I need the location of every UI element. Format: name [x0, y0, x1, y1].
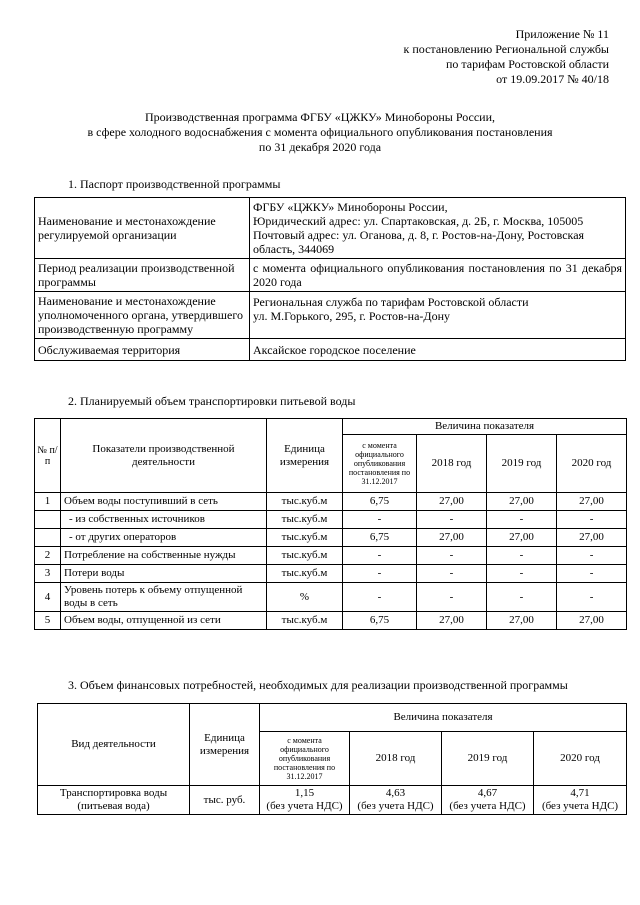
cell-value: -	[487, 583, 557, 612]
cell-unit: тыс.куб.м	[267, 511, 343, 529]
table-cell-label: Наименование и местонахождение регулируемой организации	[35, 198, 250, 259]
appendix-line: к постановлению Региональной службы	[403, 42, 609, 56]
value-line: Региональная служба по тарифам Ростовской области	[253, 295, 529, 309]
table-row	[35, 612, 627, 630]
header-period: с момента официального опубликования постановления по 31.12.2017	[343, 435, 417, 493]
cell-unit: тыс.куб.м	[267, 612, 343, 630]
cell-value: -	[343, 565, 417, 583]
table-row	[35, 565, 627, 583]
cell-value: -	[417, 547, 487, 565]
table-cell-value	[250, 292, 626, 339]
cell-indicator: - из собственных источников	[61, 511, 267, 529]
cell-indicator: - от других операторов	[61, 529, 267, 547]
header-group: Величина показателя	[260, 704, 627, 732]
cell-value: -	[557, 583, 627, 612]
value-line: ФГБУ «ЦЖКУ» Минобороны России,	[253, 200, 448, 214]
cell-value: 27,00	[557, 493, 627, 511]
header-num: № п/п	[35, 419, 61, 493]
cell-value: -	[343, 547, 417, 565]
table-row	[35, 493, 627, 511]
table-row	[35, 292, 626, 339]
cell-value: -	[557, 565, 627, 583]
cell-num	[35, 511, 61, 529]
value-line: Юридический адрес: ул. Спартаковская, д. 2Б, г. Москва, 105005	[253, 214, 584, 228]
document-title	[30, 110, 610, 155]
title-line: в сфере холодного водоснабжения с момента официального опубликования постановления	[87, 125, 553, 139]
header-indicator: Показатели производственной деятельности	[61, 419, 267, 493]
table-row	[35, 339, 626, 361]
cell-value: -	[343, 511, 417, 529]
cell-unit: тыс.куб.м	[267, 493, 343, 511]
cell-value: -	[417, 583, 487, 612]
cell-activity: Транспортировка воды (питьевая вода)	[38, 786, 190, 815]
header-group: Величина показателя	[343, 419, 627, 435]
title-line: по 31 декабря 2020 года	[258, 140, 382, 154]
cell-value: 27,00	[417, 529, 487, 547]
finance-table	[37, 703, 627, 815]
table-row	[35, 259, 626, 292]
table-row	[35, 511, 627, 529]
table-cell-value	[250, 259, 626, 292]
value-note: (без учета НДС)	[357, 800, 434, 812]
cell-num: 5	[35, 612, 61, 630]
cell-indicator: Объем воды поступивший в сеть	[61, 493, 267, 511]
table-cell-label: Наименование и местонахождение уполномоченного органа, утвердившего производственную программу	[35, 292, 250, 339]
cell-value	[260, 786, 350, 815]
cell-indicator: Объем воды, отпущенной из сети	[61, 612, 267, 630]
value-number: 4,63	[385, 787, 406, 799]
cell-unit: тыс. руб.	[190, 786, 260, 815]
section-heading: 1. Паспорт производственной программы	[68, 177, 281, 191]
header-year: 2019 год	[442, 732, 534, 786]
table-row	[35, 529, 627, 547]
header-year: 2018 год	[350, 732, 442, 786]
value-number: 4,67	[477, 787, 498, 799]
header-year: 2020 год	[557, 435, 627, 493]
value-line: с момента официального опубликования постановления по 31 декабря 2020 года	[253, 261, 622, 289]
cell-num: 2	[35, 547, 61, 565]
cell-value: -	[487, 547, 557, 565]
cell-value: -	[557, 547, 627, 565]
cell-indicator: Уровень потерь к объему отпущенной воды в сеть	[61, 583, 267, 612]
appendix-block	[404, 27, 609, 87]
value-note: (без учета НДС)	[266, 800, 343, 812]
passport-table	[34, 197, 626, 361]
table-cell-value	[250, 198, 626, 259]
cell-indicator: Потери воды	[61, 565, 267, 583]
table-cell-value	[250, 339, 626, 361]
table-header-row	[35, 419, 627, 435]
cell-unit: тыс.куб.м	[267, 547, 343, 565]
cell-value	[350, 786, 442, 815]
header-unit: Единица измерения	[190, 704, 260, 786]
appendix-line: по тарифам Ростовской области	[445, 57, 609, 71]
header-activity: Вид деятельности	[38, 704, 190, 786]
cell-value: 27,00	[557, 612, 627, 630]
cell-value: -	[417, 511, 487, 529]
cell-value	[442, 786, 534, 815]
cell-value: 27,00	[487, 612, 557, 630]
section-heading: 3. Объем финансовых потребностей, необходимых для реализации производственной программы	[68, 678, 568, 692]
cell-num	[35, 529, 61, 547]
cell-value: -	[343, 583, 417, 612]
cell-unit: тыс.куб.м	[267, 529, 343, 547]
table-header-row	[38, 704, 627, 732]
appendix-line: от 19.09.2017 № 40/18	[496, 72, 609, 86]
cell-value: 27,00	[487, 493, 557, 511]
cell-value: -	[417, 565, 487, 583]
header-year: 2020 год	[534, 732, 627, 786]
table-cell-label: Период реализации производственной программы	[35, 259, 250, 292]
cell-num: 3	[35, 565, 61, 583]
value-line: Аксайское городское поселение	[253, 342, 416, 357]
table-row	[35, 583, 627, 612]
table-body	[35, 493, 627, 630]
cell-value: 27,00	[557, 529, 627, 547]
value-number: 1,15	[294, 787, 315, 799]
table-row	[35, 547, 627, 565]
cell-value: 27,00	[487, 529, 557, 547]
section-heading: 2. Планируемый объем транспортировки питьевой воды	[68, 394, 356, 408]
cell-value: -	[557, 511, 627, 529]
cell-unit: тыс.куб.м	[267, 565, 343, 583]
cell-value: 6,75	[343, 529, 417, 547]
volume-table	[34, 418, 627, 630]
cell-num: 1	[35, 493, 61, 511]
header-unit: Единица измерения	[267, 419, 343, 493]
value-note: (без учета НДС)	[541, 800, 619, 812]
appendix-line: Приложение № 11	[515, 27, 609, 41]
header-period: с момента официального опубликования постановления по 31.12.2017	[260, 732, 350, 786]
cell-value: 6,75	[343, 493, 417, 511]
value-number: 4,71	[570, 787, 590, 799]
cell-num: 4	[35, 583, 61, 612]
cell-value: 27,00	[417, 493, 487, 511]
header-year: 2019 год	[487, 435, 557, 493]
cell-value: 6,75	[343, 612, 417, 630]
table-row	[35, 198, 626, 259]
table-row	[38, 786, 627, 815]
cell-value: 27,00	[417, 612, 487, 630]
cell-value: -	[487, 565, 557, 583]
table-cell-label: Обслуживаемая территория	[35, 339, 250, 361]
cell-value	[534, 786, 627, 815]
cell-indicator: Потребление на собственные нужды	[61, 547, 267, 565]
value-line: ул. М.Горького, 295, г. Ростов-на-Дону	[253, 309, 450, 323]
value-line: Почтовый адрес: ул. Оганова, д. 8, г. Ростов-на-Дону, Ростовская область, 344069	[253, 228, 585, 256]
header-year: 2018 год	[417, 435, 487, 493]
cell-value: -	[487, 511, 557, 529]
value-note: (без учета НДС)	[449, 800, 526, 812]
cell-unit: %	[267, 583, 343, 612]
title-line: Производственная программа ФГБУ «ЦЖКУ» Минобороны России,	[144, 110, 496, 124]
